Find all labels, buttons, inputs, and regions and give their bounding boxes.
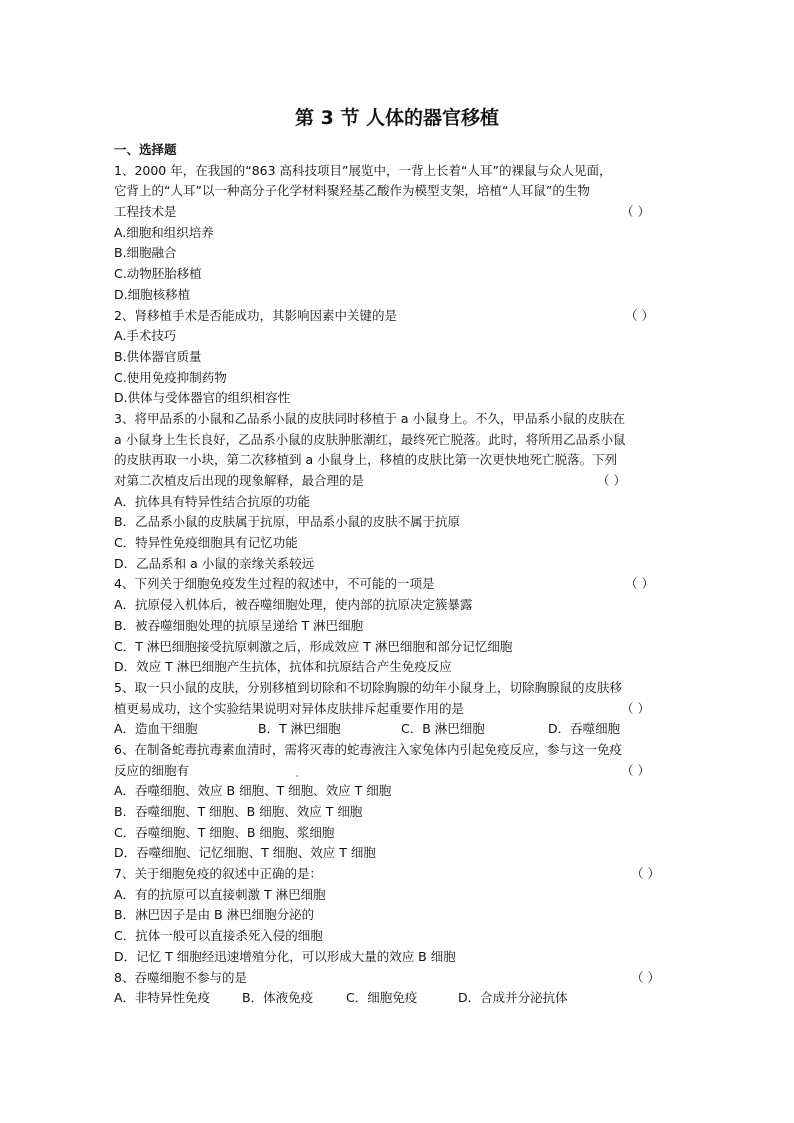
q3-option-a: A．抗体具有特异性结合抗原的功能 (114, 493, 311, 509)
q3-line-2: a 小鼠身上生长良好，乙品系小鼠的皮肤肿胀潮红，最终死亡脱落。此时，将所用乙品系小鼠 (114, 431, 626, 447)
q4-option-c: C．T 淋巴细胞接受抗原刺激之后，形成效应 T 淋巴细胞和部分记忆细胞 (114, 638, 513, 654)
q7-option-d: D．记忆 T 细胞经迅速增殖分化，可以形成大量的效应 B 细胞 (114, 948, 456, 964)
q1-stem-end: 工程技术是 (114, 204, 177, 220)
q2-line-1 (114, 306, 684, 327)
q5-options-row (114, 719, 684, 740)
q7-option-a: A．有的抗原可以直接刺激 T 淋巴细胞 (114, 886, 326, 902)
q6-line-2 (114, 761, 684, 782)
q3-line-1: 3、将甲品系的小鼠和乙品系小鼠的皮肤同时移植于 a 小鼠身上。不久，甲品系小鼠的皮肤在 (114, 410, 626, 426)
q4-line-1 (114, 574, 684, 595)
q4-option-a: A．抗原侵入机体后，被吞噬细胞处理，使内部的抗原决定簇暴露 (114, 597, 473, 613)
q4-stem: 4、下列关于细胞免疫发生过程的叙述中，不可能的一项是 (114, 576, 435, 592)
q7-stem: 7、关于细胞免疫的叙述中正确的是： (114, 866, 322, 882)
q1-option-a: A.细胞和组织培养 (114, 224, 214, 240)
q7-option-b: B．淋巴因子是由 B 淋巴细胞分泌的 (114, 907, 315, 923)
q3-stem-end: 对第二次植皮后出现的现象解释，最合理的是 (114, 473, 365, 488)
q7-answer-bracket: （ ） (631, 866, 660, 882)
q6-option-c: C．吞噬细胞、T 细胞、B 细胞、浆细胞 (114, 824, 335, 840)
q5-option-b: B．T 淋巴细胞 (258, 721, 341, 737)
q6-option-b: B．吞噬细胞、T 细胞、B 细胞、效应 T 细胞 (114, 804, 363, 819)
q5-option-a: A．造血干细胞 (114, 721, 198, 737)
q1-option-c: C.动物胚胎移植 (114, 266, 202, 282)
q8-answer-bracket: （ ） (631, 969, 660, 985)
q3-line-4 (114, 471, 684, 492)
q6-option-a: A．吞噬细胞、效应 B 细胞、T 细胞、效应 T 细胞 (114, 783, 392, 799)
q5-line-2 (114, 699, 684, 720)
q1-line-2: 它背上的“人耳”以一种高分子化学材料聚羟基乙酸作为模型支架，培植“人耳鼠”的生物 (114, 183, 590, 199)
q2-stem: 2、肾移植手术是否能成功，其影响因素中关键的是 (114, 307, 397, 323)
q8-line-1 (114, 968, 684, 989)
q6-answer-bracket: （ ） (621, 762, 650, 778)
q8-option-a: A．非特异性免疫 (114, 990, 211, 1006)
q6-stem-end: 反应的细胞有 (114, 762, 190, 778)
q2-option-c: C.使用免疫抑制药物 (114, 369, 227, 385)
q3-option-c: C．特异性免疫细胞具有记忆功能 (114, 535, 298, 551)
q8-stem: 8、吞噬细胞不参与的是 (114, 969, 247, 985)
q3-answer-bracket: （ ） (597, 473, 626, 488)
section-heading: 一、选择题 (114, 142, 177, 157)
q4-option-b: B．被吞噬细胞处理的抗原呈递给 T 淋巴细胞 (114, 617, 364, 633)
q2-option-a: A.手术技巧 (114, 328, 177, 344)
q1-option-b: B.细胞融合 (114, 245, 177, 261)
stray-mark (296, 775, 298, 777)
q7-option-c: C．抗体一般可以直接杀死入侵的细胞 (114, 928, 323, 944)
page-title: 第 3 节 人体的器官移植 (294, 107, 500, 129)
q5-answer-bracket: （ ） (621, 700, 650, 716)
q3-line-3: 的皮肤再取一小块，第二次移植到 a 小鼠身上，移植的皮肤比第一次更快地死亡脱落。下列 (114, 452, 618, 468)
q1-option-d: D.细胞核移植 (114, 286, 191, 302)
q4-answer-bracket: （ ） (625, 576, 654, 592)
q1-answer-bracket: （ ） (621, 204, 650, 220)
q3-option-b: B．乙品系小鼠的皮肤属于抗原，甲品系小鼠的皮肤不属于抗原 (114, 514, 461, 530)
q6-option-d: D．吞噬细胞、记忆细胞、T 细胞、效应 T 细胞 (114, 845, 376, 861)
q2-answer-bracket: （ ） (625, 307, 654, 323)
q8-options-row (114, 988, 684, 1009)
q2-option-b: B.供体器官质量 (114, 348, 202, 364)
q5-option-d: D．吞噬细胞 (548, 721, 621, 737)
q1-line-1: 1、2000 年，在我国的“863 高科技项目”展览中，一背上长着“人耳”的裸鼠与众人见面， (114, 162, 612, 178)
q1-line-3 (114, 202, 684, 223)
q8-option-b: B．体液免疫 (242, 990, 314, 1006)
q5-stem-end: 植更易成功，这个实验结果说明对异体皮肤排斥起重要作用的是 (114, 700, 465, 716)
q3-option-d: D．乙品系和 a 小鼠的亲缘关系较远 (114, 555, 315, 571)
q2-option-d: D.供体与受体器官的组织相容性 (114, 390, 291, 406)
q8-option-d: D．合成并分泌抗体 (458, 990, 568, 1006)
q6-line-1: 6、在制备蛇毒抗毒素血清时，需将灭毒的蛇毒液注入家兔体内引起免疫反应，参与这一免疫 (114, 741, 622, 757)
q8-option-c: C．细胞免疫 (346, 990, 418, 1006)
q7-line-1 (114, 864, 684, 885)
question-content (114, 140, 684, 1009)
q5-line-1: 5、取一只小鼠的皮肤，分别移植到切除和不切除胸腺的幼年小鼠身上，切除胸腺鼠的皮肤移 (114, 679, 622, 695)
q5-option-c: C．B 淋巴细胞 (401, 721, 485, 737)
q4-option-d: D．效应 T 淋巴细胞产生抗体，抗体和抗原结合产生免疫反应 (114, 659, 452, 675)
